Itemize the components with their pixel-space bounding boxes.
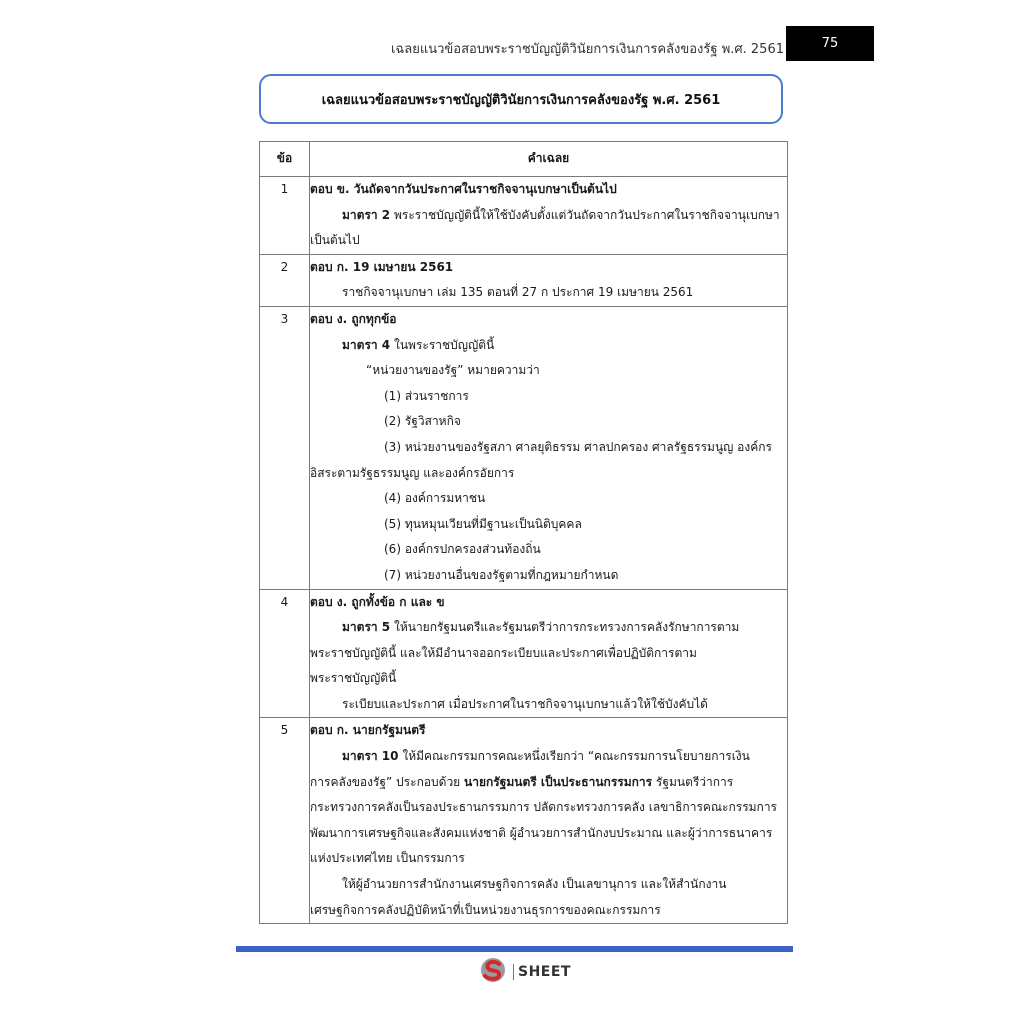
- explanation-line: [310, 333, 787, 359]
- explanation-line: “หน่วยงานของรัฐ” หมายความว่า: [366, 363, 540, 378]
- answer-cell: [310, 306, 788, 589]
- table-row: [260, 177, 788, 255]
- section-ref: มาตรา 4: [342, 337, 391, 352]
- footer-rule: [236, 946, 793, 952]
- explanation-line: พระราชบัญญัตินี้: [310, 671, 397, 686]
- answer-cell: [310, 718, 788, 924]
- section-ref: มาตรา 2: [342, 207, 391, 222]
- table-row: [260, 718, 788, 924]
- page-number: 75: [786, 26, 874, 61]
- question-number: 4: [260, 589, 310, 718]
- explanation-line: แห่งประเทศไทย เป็นกรรมการ: [310, 851, 465, 866]
- table-row: [260, 589, 788, 718]
- explanation-line: [310, 615, 787, 641]
- brand-name: SHEET: [513, 964, 571, 980]
- explanation-line: เศรษฐกิจการคลังปฏิบัติหน้าที่เป็นหน่วยงานธุรการของคณะกรรมการ: [310, 902, 661, 917]
- list-item: (4) องค์การมหาชน: [384, 491, 486, 506]
- explanation-line: ระเบียบและประกาศ เมื่อประกาศในราชกิจจานุเบกษาแล้วให้ใช้บังคับได้: [342, 696, 708, 711]
- list-item: (3) หน่วยงานของรัฐสภา ศาลยุติธรรม ศาลปกครอง ศาลรัฐธรรมนูญ องค์กร: [384, 439, 772, 454]
- sheet-store-logo-icon: [479, 956, 509, 988]
- explanation-line: พัฒนาการเศรษฐกิจและสังคมแห่งชาติ ผู้อำนวยการสำนักงบประมาณ และผู้ว่าการธนาคาร: [310, 825, 773, 840]
- table-row: [260, 254, 788, 306]
- answer-table: [259, 141, 788, 924]
- list-item-continuation: อิสระตามรัฐธรรมนูญ และองค์กรอัยการ: [310, 465, 515, 480]
- answer-line: ตอบ ง. ถูกทุกข้อ: [310, 311, 397, 326]
- answer-line: ตอบ ข. วันถัดจากวันประกาศในราชกิจจานุเบกษาเป็นต้นไป: [310, 182, 617, 196]
- section-ref: มาตรา 10: [342, 749, 399, 764]
- emphasis-text: นายกรัฐมนตรี เป็นประธานกรรมการ: [464, 774, 653, 789]
- answer-line: ตอบ ง. ถูกทั้งข้อ ก และ ข: [310, 594, 445, 609]
- section-text: การคลังของรัฐ” ประกอบด้วย: [310, 774, 465, 789]
- column-header-answer: คำเฉลย: [310, 142, 788, 177]
- question-number: 3: [260, 306, 310, 589]
- section-ref: มาตรา 5: [342, 620, 391, 635]
- answer-line: ตอบ ก. นายกรัฐมนตรี: [310, 723, 426, 738]
- section-text: พระราชบัญญัตินี้ให้ใช้บังคับตั้งแต่วันถัดจากวันประกาศในราชกิจจานุเบกษา: [390, 207, 780, 222]
- table-header-row: [260, 142, 788, 177]
- list-item: (5) ทุนหมุนเวียนที่มีฐานะเป็นนิติบุคคล: [384, 516, 582, 531]
- explanation-line: [310, 744, 787, 770]
- list-item: (7) หน่วยงานอื่นของรัฐตามที่กฎหมายกำหนด: [384, 567, 619, 582]
- list-item: (2) รัฐวิสาหกิจ: [384, 414, 461, 429]
- table-row: [260, 306, 788, 589]
- question-number: 2: [260, 254, 310, 306]
- explanation-line: ราชกิจจานุเบกษา เล่ม 135 ตอนที่ 27 ก ประกาศ 19 เมษายน 2561: [342, 285, 694, 300]
- column-header-no: ข้อ: [260, 142, 310, 177]
- explanation-line: เป็นต้นไป: [310, 233, 360, 248]
- explanation-line: ให้ผู้อำนวยการสำนักงานเศรษฐกิจการคลัง เป็นเลขานุการ และให้สำนักงาน: [342, 877, 727, 892]
- footer-brand: [479, 956, 571, 988]
- list-item: (6) องค์กรปกครองส่วนท้องถิ่น: [384, 542, 541, 557]
- document-title: เฉลยแนวข้อสอบพระราชบัญญัติวินัยการเงินการคลังของรัฐ พ.ศ. 2561: [259, 74, 783, 124]
- running-header: เฉลยแนวข้อสอบพระราชบัญญัติวินัยการเงินการคลังของรัฐ พ.ศ. 2561: [390, 42, 784, 57]
- answer-cell: [310, 177, 788, 255]
- explanation-line: พระราชบัญญัตินี้ และให้มีอำนาจออกระเบียบและประกาศเพื่อปฏิบัติการตาม: [310, 645, 697, 660]
- explanation-line: กระทรวงการคลังเป็นรองประธานกรรมการ ปลัดกระทรวงการคลัง เลขาธิการคณะกรรมการ: [310, 800, 778, 815]
- answer-line: ตอบ ก. 19 เมษายน 2561: [310, 259, 454, 274]
- explanation-line: [310, 770, 787, 796]
- section-text: ให้มีคณะกรรมการคณะหนึ่งเรียกว่า “คณะกรรมการนโยบายการเงิน: [398, 749, 750, 764]
- question-number: 5: [260, 718, 310, 924]
- section-text: ในพระราชบัญญัตินี้: [390, 337, 495, 352]
- section-text: รัฐมนตรีว่าการ: [652, 774, 734, 789]
- answer-cell: [310, 589, 788, 718]
- answer-cell: [310, 254, 788, 306]
- question-number: 1: [260, 177, 310, 255]
- explanation-line: [310, 203, 787, 229]
- list-item: (1) ส่วนราชการ: [384, 388, 469, 403]
- section-text: ให้นายกรัฐมนตรีและรัฐมนตรีว่าการกระทรวงการคลังรักษาการตาม: [390, 620, 740, 635]
